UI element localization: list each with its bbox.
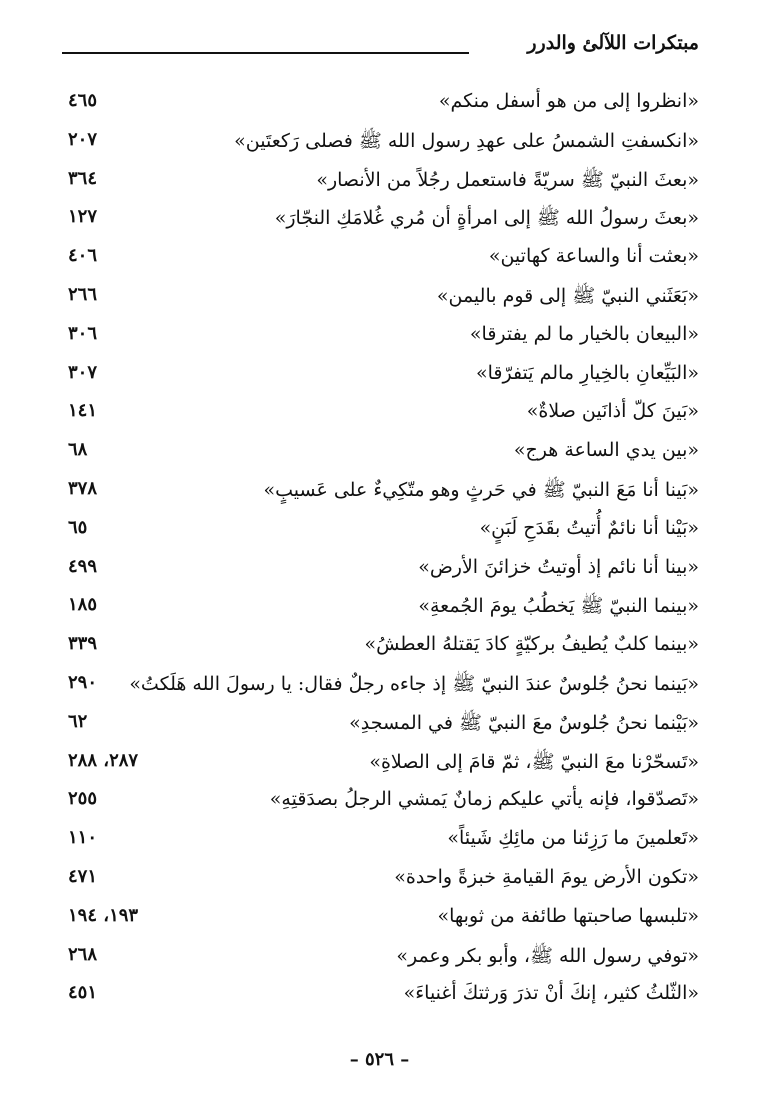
index-entry xyxy=(68,476,699,515)
index-entry xyxy=(68,903,699,942)
page-reference: ٣٧٨ xyxy=(68,477,98,499)
index-entry xyxy=(68,709,699,748)
hadith-text: «بعثت أنا والساعة كهاتين» xyxy=(488,245,699,268)
index-entry xyxy=(68,670,699,709)
page-reference: ٣٠٧ xyxy=(68,361,98,383)
hadith-text: «توفي رسول الله ﷺ، وأبو بكر وعمر» xyxy=(396,944,699,967)
hadith-text: «تلبسها صاحبتها طائفة من ثوبها» xyxy=(437,904,699,927)
index-entry xyxy=(68,864,699,903)
hadith-index-list xyxy=(68,88,699,1019)
hadith-text: «بعثَ النبيّ ﷺ سريّةً فاستعمل رجُلاً من الأنصار» xyxy=(316,168,699,191)
hadith-text: «بَينما نحنُ جُلوسٌ عندَ النبيّ ﷺ إذ جاءه رجلٌ فقال: يا رسولَ الله هَلَكتُ» xyxy=(129,672,699,695)
index-entry xyxy=(68,515,699,554)
hadith-text: «بَينا أنا مَعَ النبيّ ﷺ في حَرثٍ وهو متّكِيءٌ على عَسيبٍ» xyxy=(263,478,699,501)
index-entry xyxy=(68,321,699,360)
page-reference: ١٨٥ xyxy=(68,594,98,616)
hadith-text: «بَيْنا أنا نائمٌ أُتيتُ بقَدَحِ لَبَنٍ» xyxy=(479,516,699,539)
header-rule xyxy=(62,52,469,54)
page-number: – ٥٢٦ – xyxy=(349,1049,410,1070)
index-entry xyxy=(68,554,699,593)
index-entry xyxy=(68,980,699,1019)
index-entry xyxy=(68,437,699,476)
hadith-text: «تَسحّرْنا معَ النبيّ ﷺ، ثمّ قامَ إلى الصلاةِ» xyxy=(369,750,699,773)
hadith-text: «تَعلمينَ ما رَزِئنا من مائِكِ شَيئاً» xyxy=(447,827,699,850)
hadith-text: «انكسفتِ الشمسُ على عهدِ رسول الله ﷺ فصلى رَكعتَين» xyxy=(234,129,699,152)
page-reference: ٢٩٠ xyxy=(68,671,98,693)
page-reference: ٢٠٧ xyxy=(68,128,98,150)
page-reference: ٤٩٩ xyxy=(68,555,98,577)
page-reference: ٢٦٦ xyxy=(68,283,98,305)
hadith-text: «بَعَثَني النبيّ ﷺ إلى قوم باليمن» xyxy=(436,284,699,307)
hadith-text: «بين يدي الساعة هرج» xyxy=(513,439,699,462)
hadith-text: «بينما كلبٌ يُطيفُ بركيّةٍ كادَ يَقتلهُ العطشُ» xyxy=(364,633,699,656)
page-reference: ١٤١ xyxy=(68,400,98,422)
running-header xyxy=(62,32,699,68)
page-reference: ١٩٣، ١٩٤ xyxy=(68,904,139,926)
index-entry xyxy=(68,166,699,205)
index-entry xyxy=(68,282,699,321)
index-entry xyxy=(68,204,699,243)
hadith-text: «البيعان بالخيار ما لم يفترقا» xyxy=(469,322,699,345)
index-entry xyxy=(68,631,699,670)
page-reference: ٢٥٥ xyxy=(68,788,98,810)
index-entry xyxy=(68,942,699,981)
book-title: مبتكرات اللآلئ والدرر xyxy=(527,32,699,54)
index-entry xyxy=(68,825,699,864)
page-reference: ٤٠٦ xyxy=(68,245,98,267)
index-entry xyxy=(68,243,699,282)
page-reference: ٣٠٦ xyxy=(68,322,98,344)
index-entry xyxy=(68,786,699,825)
page-reference: ١١٠ xyxy=(68,827,98,849)
hadith-text: «تَصدّقوا، فإنه يأتي عليكم زمانٌ يَمشي الرجلُ بصدَقتِهِ» xyxy=(269,788,699,811)
page-reference: ٣٦٤ xyxy=(68,167,98,189)
page-reference: ٦٢ xyxy=(68,710,88,732)
hadith-text: «بَيْنما نحنُ جُلوسٌ معَ النبيّ ﷺ في المسجدِ» xyxy=(349,711,699,734)
page-reference: ٣٣٩ xyxy=(68,633,98,655)
hadith-text: «الثّلثُ كثير، إنكَ أنْ تذرَ وَرثتكَ أغنياءَ» xyxy=(403,982,699,1005)
index-entry xyxy=(68,360,699,399)
hadith-text: «بينما النبيّ ﷺ يَخطُبُ يومَ الجُمعةِ» xyxy=(418,595,699,618)
hadith-text: «بعثَ رسولُ الله ﷺ إلى امرأةٍ أن مُري غُلامَكِ النجّارَ» xyxy=(274,207,699,230)
index-entry xyxy=(68,88,699,127)
index-entry xyxy=(68,592,699,631)
hadith-text: «بَينَ كلّ أذانَين صلاةٌ» xyxy=(526,400,699,423)
hadith-text: «بينا أنا نائم إذ أوتيتُ خزائنَ الأرض» xyxy=(418,555,699,578)
index-entry xyxy=(68,748,699,787)
hadith-text: «البَيِّعانِ بالخِيارِ مالم يَتفرّقا» xyxy=(475,361,699,384)
page-reference: ٢٨٧، ٢٨٨ xyxy=(68,749,139,771)
page-reference: ٦٥ xyxy=(68,516,88,538)
page-reference: ٦٨ xyxy=(68,439,88,461)
index-entry xyxy=(68,398,699,437)
page-reference: ١٢٧ xyxy=(68,206,98,228)
page-reference: ٤٦٥ xyxy=(68,90,98,111)
page-reference: ٤٥١ xyxy=(68,982,98,1004)
page-reference: ٤٧١ xyxy=(68,865,98,887)
page-reference: ٢٦٨ xyxy=(68,943,98,965)
index-entry xyxy=(68,127,699,166)
hadith-text: «انظروا إلى من هو أسفل منكم» xyxy=(438,90,699,112)
hadith-text: «تكون الأرض يومَ القيامةِ خبزةً واحدة» xyxy=(394,865,699,888)
